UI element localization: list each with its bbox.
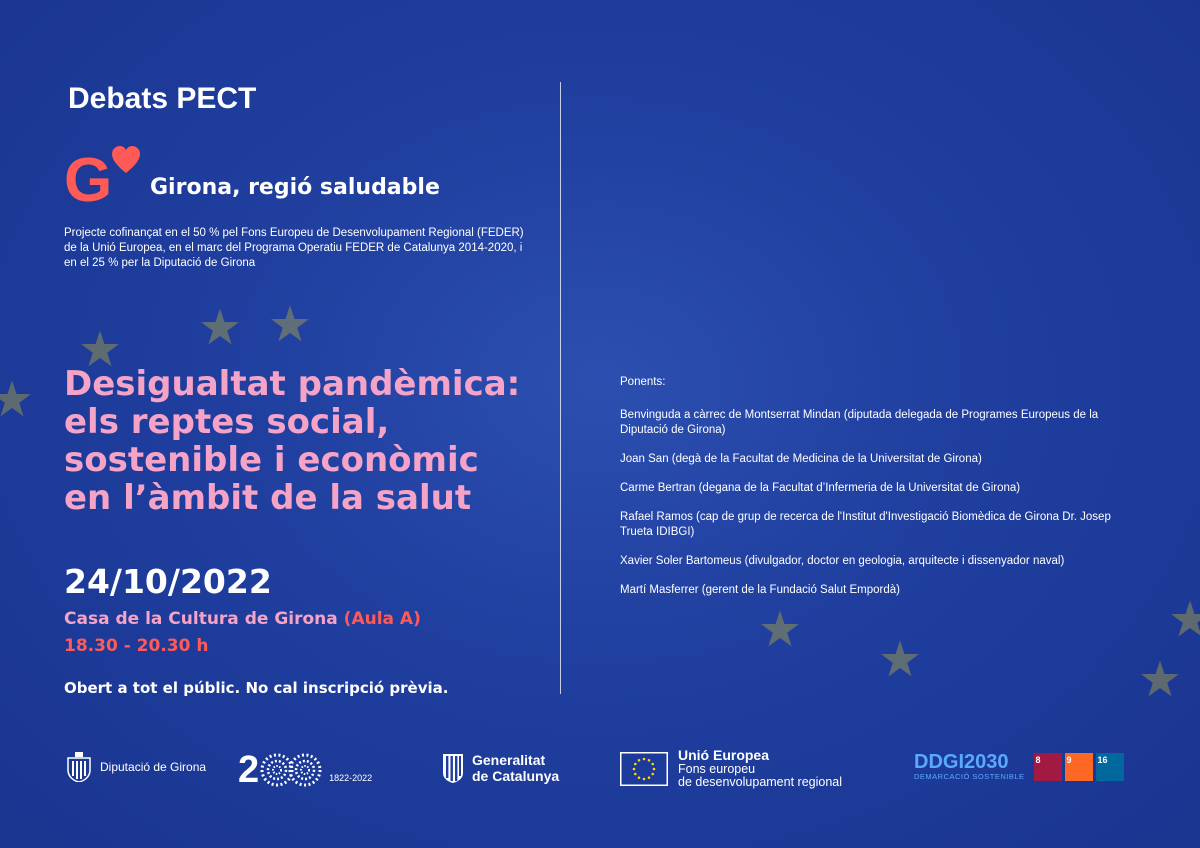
event-venue [64, 609, 421, 629]
background-star-icon [1140, 660, 1180, 700]
background-star-icon [1170, 600, 1200, 640]
ddgi-title: DDGI2030 [914, 751, 1009, 773]
background-star-icon [200, 308, 240, 348]
speaker-item: Carme Bertran (degana de la Facultat d’Infermeria de la Universitat de Girona) [620, 482, 1021, 494]
event-title-line: sostenible i econòmic [64, 440, 479, 480]
speakers-heading: Ponents: [620, 376, 666, 388]
eu-feder-logo [620, 749, 842, 789]
diputacio-girona-logo [66, 752, 206, 782]
generalitat-emblem-icon [442, 753, 464, 783]
bicentenary-digit: 2 [238, 749, 260, 791]
speakers-list [620, 375, 1120, 612]
speaker-item: Xavier Soler Bartomeus (divulgador, doctor en geologia, arquitecte i dissenyador naval) [620, 555, 1065, 567]
event-title-line: els reptes social, [64, 402, 390, 442]
event-title-line: Desigualtat pandèmica: [64, 364, 521, 404]
event-title [64, 365, 534, 517]
speaker-item: Martí Masferrer (gerent de la Fundació Salut Empordà) [620, 584, 900, 596]
diputacio-label: Diputació de Girona [100, 760, 207, 774]
background-star-icon [880, 640, 920, 680]
eu-line3: de desenvolupament regional [678, 775, 843, 789]
coat-of-arms-icon [66, 752, 92, 782]
event-date: 24/10/2022 [64, 562, 272, 601]
brand-letter: G [64, 146, 113, 207]
column-divider [560, 82, 561, 694]
generalitat-line1: Generalitat [472, 752, 546, 768]
speaker-item: Joan San (degà de la Facultat de Medicina de la Universitat de Girona) [620, 453, 982, 465]
venue-room: (Aula A) [343, 609, 421, 629]
eu-title: Unió Europea [678, 747, 770, 763]
ddgi-subtitle: DEMARCACIÓ SOSTENIBLE [914, 772, 1025, 781]
generalitat-logo [442, 752, 559, 784]
event-title-line: en l’àmbit de la salut [64, 478, 472, 518]
event-series-title: Debats PECT [68, 82, 257, 115]
access-note: Obert a tot el públic. No cal inscripció prèvia. [64, 679, 449, 697]
girona-saludable-logo-icon [64, 143, 144, 207]
speaker-item: Rafael Ramos (cap de grup de recerca de l'Institut d'Investigació Biomèdica de Girona Dr. Josep Trueta IDIBGI) [620, 511, 1111, 538]
background-star-icon [0, 380, 32, 420]
bicentenary-years: 1822-2022 [329, 773, 373, 783]
sdg-icons [1031, 753, 1124, 781]
eu-flag-icon [620, 752, 668, 786]
cofinancing-note: Projecte cofinançat en el 50 % pel Fons Europeu de Desenvolupament Regional (FEDER) de la Unió Europea, en el marc del Programa Operatiu FEDER de Catalunya 2014-2020, i en el 25 % per la Diputació de Girona [64, 227, 524, 269]
venue-name: Casa de la Cultura de Girona [64, 609, 338, 629]
generalitat-line2: de Catalunya [472, 768, 560, 784]
sdg-16-icon: 16 [1096, 753, 1124, 781]
sdg-9-icon: 9 [1065, 753, 1093, 781]
speaker-item: Benvinguda a càrrec de Montserrat Mindan (diputada delegada de Programes Europeus de la Diputació de Girona) [620, 409, 1099, 436]
sdg-8-icon: 8 [1034, 753, 1062, 781]
dotted-circles-icon [259, 750, 323, 790]
ddgi2030-logo [914, 752, 1124, 781]
eu-line2: Fons europeu [678, 762, 756, 776]
heart-icon [112, 146, 140, 173]
background-star-icon [270, 305, 310, 345]
bicentenary-logo [238, 750, 372, 790]
background-star-icon [760, 610, 800, 650]
event-time: 18.30 - 20.30 h [64, 636, 209, 656]
brand-name: Girona, regió saludable [150, 175, 440, 200]
